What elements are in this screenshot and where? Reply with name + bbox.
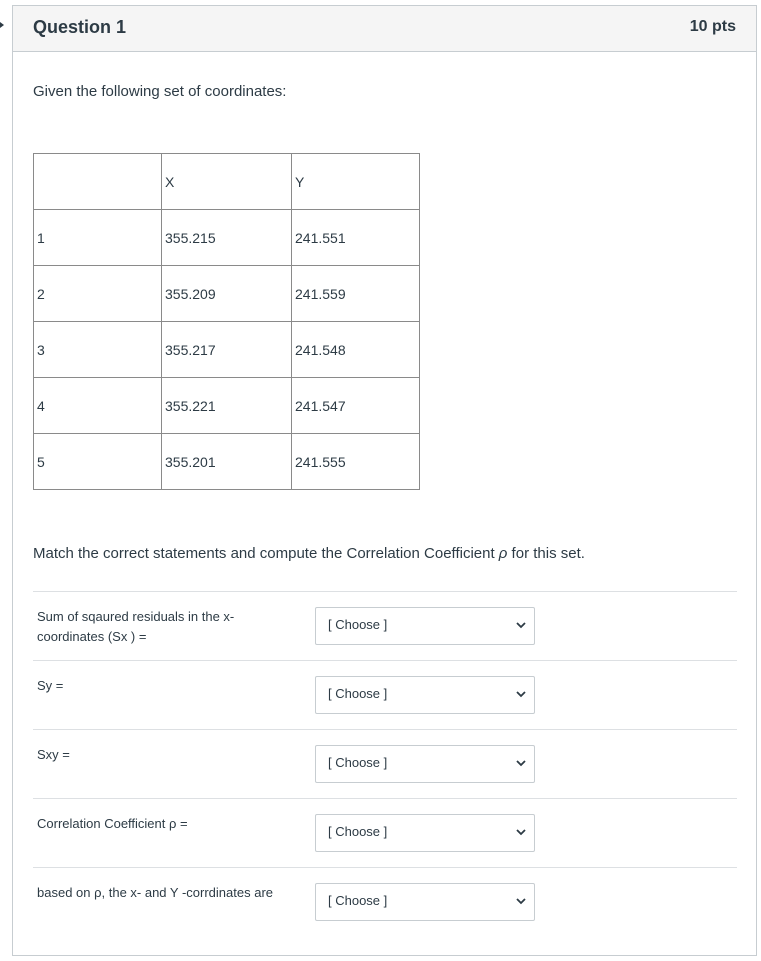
chevron-down-icon [516, 896, 526, 906]
coordinates-table [33, 153, 420, 490]
match-row-sx [33, 591, 737, 660]
match-row-sy [33, 660, 737, 729]
match-label: Correlation Coefficient ρ = [37, 816, 188, 831]
chevron-down-icon [516, 827, 526, 837]
question-header [13, 6, 756, 52]
match-label: based on ρ, the x- and Y -corrdinates are [37, 885, 273, 900]
table-cell: 355.201 [162, 434, 292, 490]
table-cell: 241.555 [292, 434, 420, 490]
question-title: Question 1 [33, 17, 127, 37]
answer-dropdown[interactable] [315, 607, 535, 645]
dropdown-value: [ Choose ] [328, 686, 388, 701]
dropdown-value: [ Choose ] [328, 893, 388, 908]
table-header-row [34, 154, 420, 210]
table-cell: 5 [34, 434, 162, 490]
table-cell: 355.215 [162, 210, 292, 266]
table-row [34, 434, 420, 490]
dropdown-value: [ Choose ] [328, 824, 388, 839]
match-label: Sum of sqaured residuals in the x-coordinates (Sx ) = [37, 609, 235, 644]
answer-dropdown[interactable] [315, 814, 535, 852]
match-row-rho [33, 798, 737, 867]
answer-dropdown[interactable] [315, 883, 535, 921]
table-header-cell: X [162, 154, 292, 210]
instruction-text: Match the correct statements and compute the Correlation Coefficient [33, 545, 499, 562]
chevron-down-icon [516, 758, 526, 768]
instruction-text-end: for this set. [507, 545, 585, 562]
table-cell: 3 [34, 322, 162, 378]
table-cell: 355.217 [162, 322, 292, 378]
table-cell: 4 [34, 378, 162, 434]
dropdown-value: [ Choose ] [328, 755, 388, 770]
question-intro: Given the following set of coordinates: [33, 83, 287, 100]
chevron-down-icon [516, 689, 526, 699]
table-cell: 241.551 [292, 210, 420, 266]
match-label: Sxy = [37, 747, 70, 762]
collapse-arrow-icon [0, 22, 4, 28]
table-cell: 241.548 [292, 322, 420, 378]
table-cell: 1 [34, 210, 162, 266]
table-cell: 355.221 [162, 378, 292, 434]
match-label: Sy = [37, 678, 64, 693]
matching-answers [33, 591, 737, 936]
match-row-relationship [33, 867, 737, 936]
table-row [34, 322, 420, 378]
question-card [12, 5, 757, 956]
table-cell: 355.209 [162, 266, 292, 322]
table-row [34, 210, 420, 266]
question-instruction [33, 545, 585, 562]
table-row [34, 378, 420, 434]
dropdown-value: [ Choose ] [328, 617, 388, 632]
table-cell: 2 [34, 266, 162, 322]
answer-dropdown[interactable] [315, 745, 535, 783]
table-cell: 241.559 [292, 266, 420, 322]
chevron-down-icon [516, 620, 526, 630]
table-row [34, 266, 420, 322]
table-header-cell: Y [292, 154, 420, 210]
question-points: 10 pts [689, 18, 736, 35]
table-cell: 241.547 [292, 378, 420, 434]
answer-dropdown[interactable] [315, 676, 535, 714]
match-row-sxy [33, 729, 737, 798]
rho-symbol: ρ [498, 545, 508, 562]
table-header-cell [34, 154, 162, 210]
